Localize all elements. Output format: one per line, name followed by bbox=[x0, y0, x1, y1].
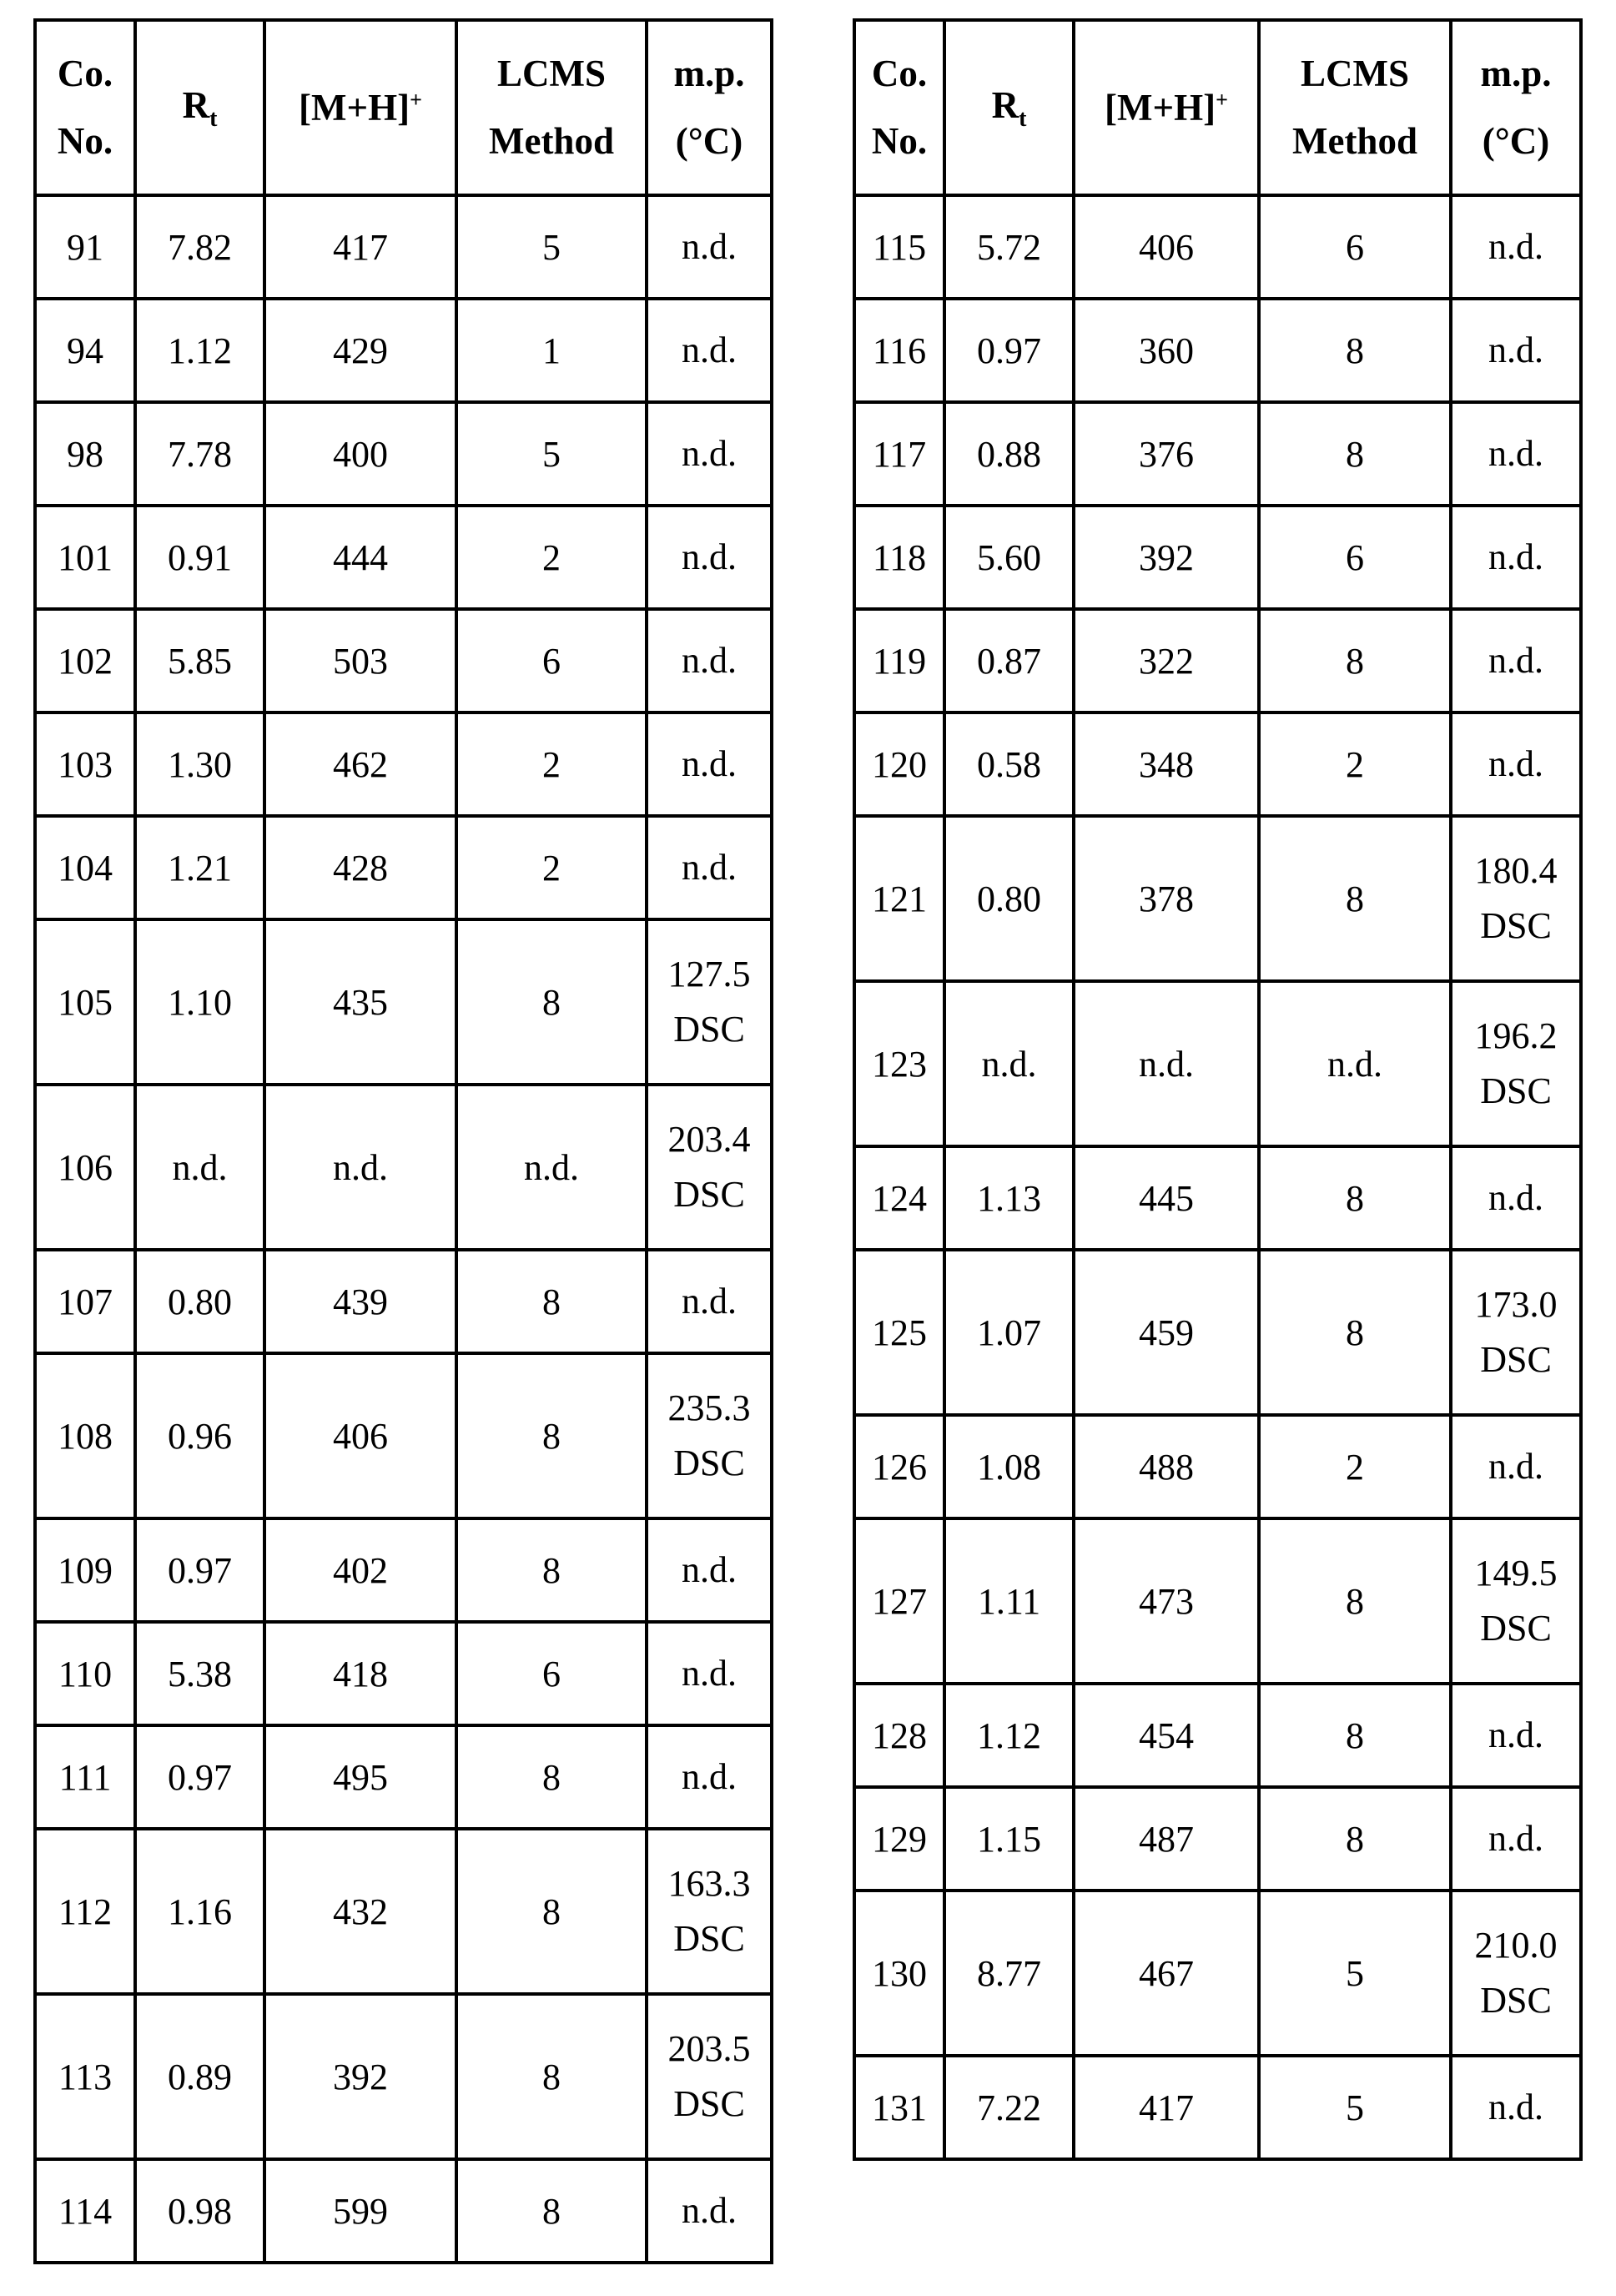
mp-value: n.d. bbox=[682, 2190, 737, 2231]
mp-method-label: DSC bbox=[673, 1443, 745, 1483]
cell-mp bbox=[1451, 1787, 1581, 1891]
col-header-mp bbox=[647, 20, 772, 195]
cell-mh: 473 bbox=[1074, 1518, 1259, 1684]
table-row bbox=[35, 1725, 772, 1829]
mp-value: n.d. bbox=[682, 330, 737, 370]
table-row bbox=[35, 919, 772, 1085]
cell-lcms-method: 8 bbox=[456, 1250, 647, 1353]
cell-lcms-method: 8 bbox=[1259, 299, 1451, 402]
mp-value: n.d. bbox=[1488, 226, 1543, 267]
table-row bbox=[854, 195, 1581, 299]
cell-mp bbox=[647, 1994, 772, 2159]
header-mp-line2: (°C) bbox=[675, 120, 743, 162]
header-row bbox=[35, 20, 772, 195]
cell-mh: 487 bbox=[1074, 1787, 1259, 1891]
mp-value: n.d. bbox=[682, 743, 737, 784]
cell-lcms-method: 8 bbox=[456, 1353, 647, 1518]
cell-rt: 7.78 bbox=[135, 402, 264, 506]
cell-mp bbox=[647, 1085, 772, 1250]
header-co-line2: No. bbox=[871, 120, 928, 162]
cell-lcms-method: 2 bbox=[1259, 1415, 1451, 1518]
mp-value: n.d. bbox=[1488, 433, 1543, 474]
table-row bbox=[35, 1994, 772, 2159]
cell-co-no: 94 bbox=[35, 299, 135, 402]
cell-lcms-method: 1 bbox=[456, 299, 647, 402]
cell-mp bbox=[1451, 1518, 1581, 1684]
header-co-line1: Co. bbox=[871, 53, 928, 94]
table-row bbox=[35, 1085, 772, 1250]
table-row bbox=[854, 1415, 1581, 1518]
cell-mh: 378 bbox=[1074, 816, 1259, 981]
header-lcms-line2: Method bbox=[489, 120, 614, 162]
table-row bbox=[35, 195, 772, 299]
mp-value: 203.4 bbox=[667, 1119, 751, 1160]
table-row bbox=[854, 816, 1581, 981]
cell-mh: 360 bbox=[1074, 299, 1259, 402]
cell-co-no: 103 bbox=[35, 712, 135, 816]
table-row bbox=[854, 299, 1581, 402]
cell-rt: 0.80 bbox=[944, 816, 1074, 981]
cell-co-no: 102 bbox=[35, 609, 135, 712]
cell-co-no: 119 bbox=[854, 609, 944, 712]
header-mp-line2: (°C) bbox=[1482, 120, 1550, 162]
cell-rt: 5.72 bbox=[944, 195, 1074, 299]
compound-table-right bbox=[853, 18, 1583, 2161]
cell-mp bbox=[647, 1829, 772, 1994]
cell-rt: 0.98 bbox=[135, 2159, 264, 2263]
cell-co-no: 124 bbox=[854, 1146, 944, 1250]
col-header-lcms-method bbox=[456, 20, 647, 195]
cell-co-no: 116 bbox=[854, 299, 944, 402]
cell-mp bbox=[1451, 1684, 1581, 1787]
rt-label: R bbox=[991, 83, 1019, 126]
table-row bbox=[854, 402, 1581, 506]
cell-rt: n.d. bbox=[135, 1085, 264, 1250]
mp-value: n.d. bbox=[1488, 1818, 1543, 1859]
cell-rt: 0.58 bbox=[944, 712, 1074, 816]
cell-mh: 599 bbox=[264, 2159, 456, 2263]
mp-value: 203.5 bbox=[667, 2028, 751, 2069]
cell-mh: 432 bbox=[264, 1829, 456, 1994]
mp-value: 235.3 bbox=[667, 1387, 751, 1428]
cell-lcms-method: 5 bbox=[1259, 2056, 1451, 2159]
col-header-mh bbox=[264, 20, 456, 195]
cell-rt: 1.08 bbox=[944, 1415, 1074, 1518]
cell-mh: 348 bbox=[1074, 712, 1259, 816]
cell-rt: 1.15 bbox=[944, 1787, 1074, 1891]
mp-value: n.d. bbox=[1488, 743, 1543, 784]
cell-lcms-method: 6 bbox=[1259, 195, 1451, 299]
cell-co-no: 115 bbox=[854, 195, 944, 299]
header-mp-line1: m.p. bbox=[673, 53, 745, 94]
cell-mh: 462 bbox=[264, 712, 456, 816]
cell-rt: 0.97 bbox=[135, 1725, 264, 1829]
cell-rt: 5.60 bbox=[944, 506, 1074, 609]
cell-rt: 1.10 bbox=[135, 919, 264, 1085]
mp-value: 163.3 bbox=[667, 1863, 751, 1904]
cell-mh: 495 bbox=[264, 1725, 456, 1829]
cell-mh: 439 bbox=[264, 1250, 456, 1353]
cell-lcms-method: 8 bbox=[1259, 1787, 1451, 1891]
cell-lcms-method: 8 bbox=[456, 1518, 647, 1622]
mp-value: 127.5 bbox=[667, 954, 751, 994]
cell-lcms-method: 8 bbox=[456, 1725, 647, 1829]
cell-rt: 1.12 bbox=[944, 1684, 1074, 1787]
col-header-co-no bbox=[854, 20, 944, 195]
table-row bbox=[35, 1353, 772, 1518]
cell-lcms-method: 5 bbox=[1259, 1891, 1451, 2056]
cell-lcms-method: 8 bbox=[1259, 402, 1451, 506]
cell-rt: n.d. bbox=[944, 981, 1074, 1146]
cell-rt: 0.97 bbox=[944, 299, 1074, 402]
cell-rt: 0.87 bbox=[944, 609, 1074, 712]
col-header-mh bbox=[1074, 20, 1259, 195]
cell-co-no: 105 bbox=[35, 919, 135, 1085]
cell-mh: 406 bbox=[264, 1353, 456, 1518]
cell-lcms-method: 8 bbox=[456, 919, 647, 1085]
cell-lcms-method: 6 bbox=[1259, 506, 1451, 609]
cell-lcms-method: 8 bbox=[456, 1994, 647, 2159]
header-mp-line1: m.p. bbox=[1480, 53, 1552, 94]
cell-co-no: 126 bbox=[854, 1415, 944, 1518]
cell-lcms-method: 8 bbox=[1259, 816, 1451, 981]
mh-label: [M+H] bbox=[1105, 87, 1216, 128]
cell-rt: 1.13 bbox=[944, 1146, 1074, 1250]
cell-rt: 5.85 bbox=[135, 609, 264, 712]
rt-subscript: t bbox=[209, 105, 218, 132]
cell-mp bbox=[1451, 609, 1581, 712]
table-row bbox=[854, 506, 1581, 609]
table-row bbox=[35, 1250, 772, 1353]
cell-rt: 0.97 bbox=[135, 1518, 264, 1622]
cell-rt: 0.80 bbox=[135, 1250, 264, 1353]
cell-lcms-method: 8 bbox=[1259, 609, 1451, 712]
mp-method-label: DSC bbox=[1480, 1070, 1552, 1111]
header-co-line2: No. bbox=[57, 120, 113, 162]
cell-lcms-method: n.d. bbox=[456, 1085, 647, 1250]
cell-mh: 417 bbox=[264, 195, 456, 299]
compound-table-left bbox=[33, 18, 773, 2264]
cell-lcms-method: 8 bbox=[1259, 1684, 1451, 1787]
mp-value: n.d. bbox=[682, 1653, 737, 1694]
cell-co-no: 114 bbox=[35, 2159, 135, 2263]
rt-label: R bbox=[182, 83, 210, 126]
table-row bbox=[35, 1829, 772, 1994]
cell-lcms-method: 6 bbox=[456, 1622, 647, 1725]
cell-mp bbox=[647, 506, 772, 609]
cell-mp bbox=[1451, 2056, 1581, 2159]
cell-lcms-method: 6 bbox=[456, 609, 647, 712]
col-header-rt bbox=[944, 20, 1074, 195]
cell-lcms-method: 8 bbox=[456, 2159, 647, 2263]
cell-co-no: 123 bbox=[854, 981, 944, 1146]
cell-lcms-method: 8 bbox=[1259, 1518, 1451, 1684]
header-lcms-line1: LCMS bbox=[1300, 53, 1409, 94]
mp-value: n.d. bbox=[682, 433, 737, 474]
cell-co-no: 120 bbox=[854, 712, 944, 816]
cell-lcms-method: 5 bbox=[456, 195, 647, 299]
mp-method-label: DSC bbox=[1480, 905, 1552, 946]
mp-method-label: DSC bbox=[673, 1009, 745, 1050]
cell-mp bbox=[1451, 1891, 1581, 2056]
table-row bbox=[854, 1146, 1581, 1250]
cell-mp bbox=[647, 2159, 772, 2263]
table-row bbox=[35, 506, 772, 609]
cell-mp bbox=[647, 1725, 772, 1829]
cell-mp bbox=[1451, 299, 1581, 402]
cell-co-no: 91 bbox=[35, 195, 135, 299]
mp-value: n.d. bbox=[1488, 536, 1543, 577]
mp-method-label: DSC bbox=[1480, 1339, 1552, 1380]
mp-value: n.d. bbox=[682, 1756, 737, 1797]
table-row bbox=[35, 609, 772, 712]
left-table-body bbox=[35, 195, 772, 2263]
cell-co-no: 127 bbox=[854, 1518, 944, 1684]
mp-value: 196.2 bbox=[1474, 1015, 1558, 1056]
header-co-line1: Co. bbox=[57, 53, 113, 94]
table-row bbox=[35, 816, 772, 919]
col-header-lcms-method bbox=[1259, 20, 1451, 195]
cell-lcms-method: 8 bbox=[1259, 1250, 1451, 1415]
mp-value: 173.0 bbox=[1474, 1284, 1558, 1325]
col-header-co-no bbox=[35, 20, 135, 195]
header-lcms-line2: Method bbox=[1292, 120, 1417, 162]
cell-lcms-method: 2 bbox=[456, 712, 647, 816]
cell-mh: 417 bbox=[1074, 2056, 1259, 2159]
cell-lcms-method: 2 bbox=[1259, 712, 1451, 816]
cell-mp bbox=[647, 1250, 772, 1353]
table-row bbox=[35, 299, 772, 402]
cell-rt: 0.96 bbox=[135, 1353, 264, 1518]
cell-co-no: 128 bbox=[854, 1684, 944, 1787]
cell-rt: 7.82 bbox=[135, 195, 264, 299]
mp-value: 210.0 bbox=[1474, 1925, 1558, 1966]
cell-mh: 429 bbox=[264, 299, 456, 402]
col-header-rt bbox=[135, 20, 264, 195]
cell-mh: 392 bbox=[1074, 506, 1259, 609]
cell-mh: 406 bbox=[1074, 195, 1259, 299]
cell-mp bbox=[1451, 712, 1581, 816]
table-row bbox=[35, 712, 772, 816]
cell-mh: 392 bbox=[264, 1994, 456, 2159]
cell-lcms-method: 5 bbox=[456, 402, 647, 506]
header-row bbox=[854, 20, 1581, 195]
cell-rt: 1.21 bbox=[135, 816, 264, 919]
cell-mh: 445 bbox=[1074, 1146, 1259, 1250]
cell-mp bbox=[1451, 195, 1581, 299]
table-row bbox=[35, 402, 772, 506]
mp-value: n.d. bbox=[682, 536, 737, 577]
right-table-body bbox=[854, 195, 1581, 2159]
mp-value: n.d. bbox=[682, 226, 737, 267]
mh-superscript: + bbox=[410, 88, 422, 112]
cell-co-no: 111 bbox=[35, 1725, 135, 1829]
cell-rt: 1.12 bbox=[135, 299, 264, 402]
cell-co-no: 108 bbox=[35, 1353, 135, 1518]
cell-co-no: 113 bbox=[35, 1994, 135, 2159]
cell-co-no: 110 bbox=[35, 1622, 135, 1725]
cell-mp bbox=[647, 299, 772, 402]
cell-mp bbox=[1451, 506, 1581, 609]
cell-lcms-method: 8 bbox=[456, 1829, 647, 1994]
cell-mh: n.d. bbox=[264, 1085, 456, 1250]
cell-co-no: 121 bbox=[854, 816, 944, 981]
cell-rt: 0.89 bbox=[135, 1994, 264, 2159]
cell-rt: 5.38 bbox=[135, 1622, 264, 1725]
table-row bbox=[35, 1518, 772, 1622]
cell-mh: n.d. bbox=[1074, 981, 1259, 1146]
cell-co-no: 112 bbox=[35, 1829, 135, 1994]
cell-lcms-method: n.d. bbox=[1259, 981, 1451, 1146]
mp-method-label: DSC bbox=[673, 2083, 745, 2124]
cell-mp bbox=[1451, 1415, 1581, 1518]
mp-value: 180.4 bbox=[1474, 850, 1558, 891]
mp-method-label: DSC bbox=[1480, 1608, 1552, 1649]
cell-rt: 1.07 bbox=[944, 1250, 1074, 1415]
cell-co-no: 109 bbox=[35, 1518, 135, 1622]
cell-mp bbox=[647, 1518, 772, 1622]
mh-superscript: + bbox=[1216, 88, 1228, 112]
cell-lcms-method: 2 bbox=[456, 816, 647, 919]
table-row bbox=[854, 609, 1581, 712]
table-row bbox=[854, 1787, 1581, 1891]
cell-mh: 467 bbox=[1074, 1891, 1259, 2056]
cell-rt: 0.91 bbox=[135, 506, 264, 609]
table-row bbox=[854, 1891, 1581, 2056]
mp-value: n.d. bbox=[1488, 330, 1543, 370]
mp-value: n.d. bbox=[1488, 1446, 1543, 1487]
cell-mh: 503 bbox=[264, 609, 456, 712]
cell-rt: 7.22 bbox=[944, 2056, 1074, 2159]
mp-method-label: DSC bbox=[673, 1918, 745, 1959]
cell-mh: 459 bbox=[1074, 1250, 1259, 1415]
cell-mp bbox=[647, 1353, 772, 1518]
cell-co-no: 131 bbox=[854, 2056, 944, 2159]
mp-value: n.d. bbox=[682, 1549, 737, 1590]
mp-value: 149.5 bbox=[1474, 1553, 1558, 1594]
cell-mh: 418 bbox=[264, 1622, 456, 1725]
cell-co-no: 101 bbox=[35, 506, 135, 609]
cell-mh: 400 bbox=[264, 402, 456, 506]
cell-rt: 0.88 bbox=[944, 402, 1074, 506]
mp-value: n.d. bbox=[682, 640, 737, 681]
cell-mh: 402 bbox=[264, 1518, 456, 1622]
cell-mh: 488 bbox=[1074, 1415, 1259, 1518]
cell-mp bbox=[647, 1622, 772, 1725]
mp-value: n.d. bbox=[682, 847, 737, 888]
table-row bbox=[854, 2056, 1581, 2159]
cell-mp bbox=[1451, 402, 1581, 506]
mp-value: n.d. bbox=[1488, 1177, 1543, 1218]
cell-mp bbox=[647, 816, 772, 919]
cell-co-no: 107 bbox=[35, 1250, 135, 1353]
cell-mp bbox=[647, 195, 772, 299]
mp-value: n.d. bbox=[1488, 640, 1543, 681]
cell-mp bbox=[647, 712, 772, 816]
cell-mh: 454 bbox=[1074, 1684, 1259, 1787]
table-row bbox=[854, 712, 1581, 816]
cell-co-no: 130 bbox=[854, 1891, 944, 2056]
cell-mh: 376 bbox=[1074, 402, 1259, 506]
cell-mh: 428 bbox=[264, 816, 456, 919]
table-row bbox=[35, 1622, 772, 1725]
col-header-mp bbox=[1451, 20, 1581, 195]
cell-co-no: 118 bbox=[854, 506, 944, 609]
table-row bbox=[35, 2159, 772, 2263]
cell-mp bbox=[1451, 981, 1581, 1146]
cell-mp bbox=[1451, 816, 1581, 981]
cell-mh: 444 bbox=[264, 506, 456, 609]
cell-rt: 1.11 bbox=[944, 1518, 1074, 1684]
cell-lcms-method: 8 bbox=[1259, 1146, 1451, 1250]
cell-mp bbox=[647, 609, 772, 712]
table-row bbox=[854, 1684, 1581, 1787]
mp-value: n.d. bbox=[1488, 2087, 1543, 2127]
mp-value: n.d. bbox=[682, 1281, 737, 1322]
cell-rt: 8.77 bbox=[944, 1891, 1074, 2056]
cell-co-no: 117 bbox=[854, 402, 944, 506]
cell-co-no: 106 bbox=[35, 1085, 135, 1250]
cell-mh: 322 bbox=[1074, 609, 1259, 712]
cell-co-no: 98 bbox=[35, 402, 135, 506]
table-row bbox=[854, 1250, 1581, 1415]
cell-co-no: 104 bbox=[35, 816, 135, 919]
mp-value: n.d. bbox=[1488, 1714, 1543, 1755]
mh-label: [M+H] bbox=[299, 87, 410, 128]
cell-rt: 1.30 bbox=[135, 712, 264, 816]
cell-lcms-method: 2 bbox=[456, 506, 647, 609]
table-row bbox=[854, 1518, 1581, 1684]
header-lcms-line1: LCMS bbox=[496, 53, 606, 94]
table-row bbox=[854, 981, 1581, 1146]
cell-co-no: 129 bbox=[854, 1787, 944, 1891]
cell-co-no: 125 bbox=[854, 1250, 944, 1415]
cell-mp bbox=[647, 919, 772, 1085]
mp-method-label: DSC bbox=[1480, 1980, 1552, 2021]
cell-mp bbox=[1451, 1250, 1581, 1415]
cell-mp bbox=[1451, 1146, 1581, 1250]
mp-method-label: DSC bbox=[673, 1174, 745, 1215]
cell-rt: 1.16 bbox=[135, 1829, 264, 1994]
cell-mp bbox=[647, 402, 772, 506]
rt-subscript: t bbox=[1019, 105, 1027, 132]
cell-mh: 435 bbox=[264, 919, 456, 1085]
